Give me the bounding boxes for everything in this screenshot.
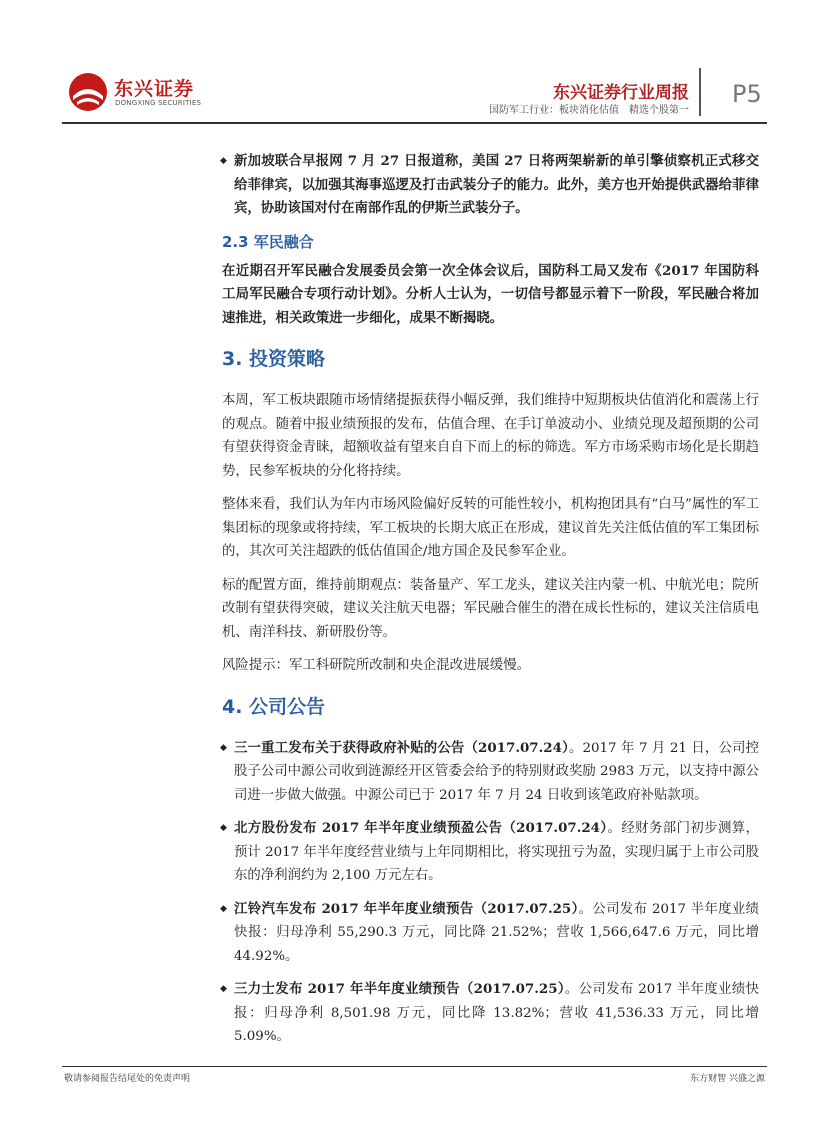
announcement-title: 北方股份发布 2017 年半年度业绩预盈公告（2017.07.24） (234, 820, 608, 836)
strategy-paragraph-1: 本周，军工板块跟随市场情绪提振获得小幅反弹，我们维持中短期板块估值消化和震荡上行的观点。随着中报业绩预报的发布，估值合理、在手订单波动小、业绩兑现及超预期的公司有望获得资金青睐，超额收益有望来自自下而上的标的筛选。军方市场采购市场化是长期趋势，民参军板块的分化将持续。 (222, 393, 759, 479)
logo-text-cn: 东兴证券 (114, 78, 195, 100)
footer-disclaimer: 敬请参阅报告结尾处的免责声明 (64, 1074, 191, 1084)
strategy-paragraph-2: 整体来看，我们认为年内市场风险偏好反转的可能性较小，机构抱团具有“白马”属性的军工集团标的现象或将持续，军工板块的长期大底正在形成，建议首先关注低估值的军工集团标的，其次可关注超跌的低估值国企/地方国企及民参军企业。 (222, 497, 759, 559)
bullet-icon: ◆ (220, 903, 227, 914)
announcement-body: 。公司发布 2017 半年度业绩快报：归母净利 8,501.98 万元，同比降 13.82%；营收 41,536.33 万元，同比增 5.09%。 (234, 982, 759, 1044)
announcement-body: 。经财务部门初步测算，预计 2017 年半年度经营业绩与上年同期相比，将实现扭亏为盈，实现归属于上市公司股东的净利润约为 2,100 万元左右。 (234, 821, 759, 883)
strategy-paragraph-3: 标的配置方面，维持前期观点：装备量产、军工龙头，建议关注内蒙一机、中航光电；院所改制有望获得突破，建议关注航天电器；军民融合催生的潜在成长性标的，建议关注信质电机、南洋科技、新研股份等。 (222, 577, 759, 640)
announcement-title: 三力士发布 2017 年半年度业绩预告（2017.07.25） (234, 981, 565, 997)
section-2-3-paragraph: 在近期召开军民融合发展委员会第一次全体会议后，国防科工局又发布《2017 年国防科工局军民融合专项行动计划》。分析人士认为，一切信号都显示着下一阶段，军民融合将加速推进，相关政策进一步细化，成果不断揭晓。 (222, 262, 759, 326)
company-logo (68, 70, 208, 114)
announcement-body: 。公司发布 2017 半年度业绩快报：归母净利 55,290.3 万元，同比降 21.52%；营收 1,566,647.6 万元，同比增 44.92%。 (234, 901, 759, 964)
bullet-icon: ◆ (220, 984, 227, 994)
announcement-body: 。2017 年 7 月 21 日，公司控股子公司中源公司收到涟源经开区管委会给予的特别财政奖励 2983 万元，以支持中源公司进一步做大做强。中源公司已于 2017 年 7 月 24 日收到该笔政府补贴款项。 (234, 740, 759, 803)
bullet-icon: ◆ (220, 742, 227, 753)
section-heading-3: 3. 投资策略 (222, 348, 326, 370)
report-title: 东兴证券行业周报 (553, 83, 689, 103)
header-rule (62, 122, 767, 124)
page-number: P5 (732, 80, 762, 108)
news-bullet (222, 150, 759, 221)
header-divider (699, 68, 701, 116)
risk-warning: 风险提示：军工科研院所改制和央企混改进展缓慢。 (222, 658, 530, 673)
footer-slogan: 东方财智 兴盛之源 (690, 1074, 765, 1084)
page-header (0, 0, 827, 130)
announcement-title: 三一重工发布关于获得政府补贴的公告（2017.07.24） (234, 739, 569, 756)
logo-emblem-icon (68, 72, 108, 112)
logo-text-en: DONGXING SECURITIES (115, 99, 202, 107)
announcement-item (222, 817, 759, 888)
footer-rule (62, 1066, 767, 1067)
section-heading-2-3: 2.3 军民融合 (222, 232, 314, 251)
bullet-icon: ◆ (220, 823, 227, 833)
news-bullet-text: 新加坡联合早报网 7 月 27 日报道称，美国 27 日将两架崭新的单引擎侦察机正式移交给菲律宾，以加强其海事巡逻及打击武装分子的能力。此外，美方也开始提供武器给菲律宾，协助该国对付在南部作乱的伊斯兰武装分子。 (234, 153, 759, 216)
section-heading-4: 4. 公司公告 (222, 695, 326, 718)
announcement-item (222, 737, 759, 808)
report-subtitle: 国防军工行业：板块消化估值 精选个股第一 (489, 105, 689, 116)
bullet-icon: ◆ (220, 156, 227, 166)
main-content (222, 150, 759, 1059)
announcement-title: 江铃汽车发布 2017 年半年度业绩预告（2017.07.25） (234, 900, 579, 917)
announcement-item (222, 898, 759, 969)
announcement-item (222, 978, 759, 1049)
